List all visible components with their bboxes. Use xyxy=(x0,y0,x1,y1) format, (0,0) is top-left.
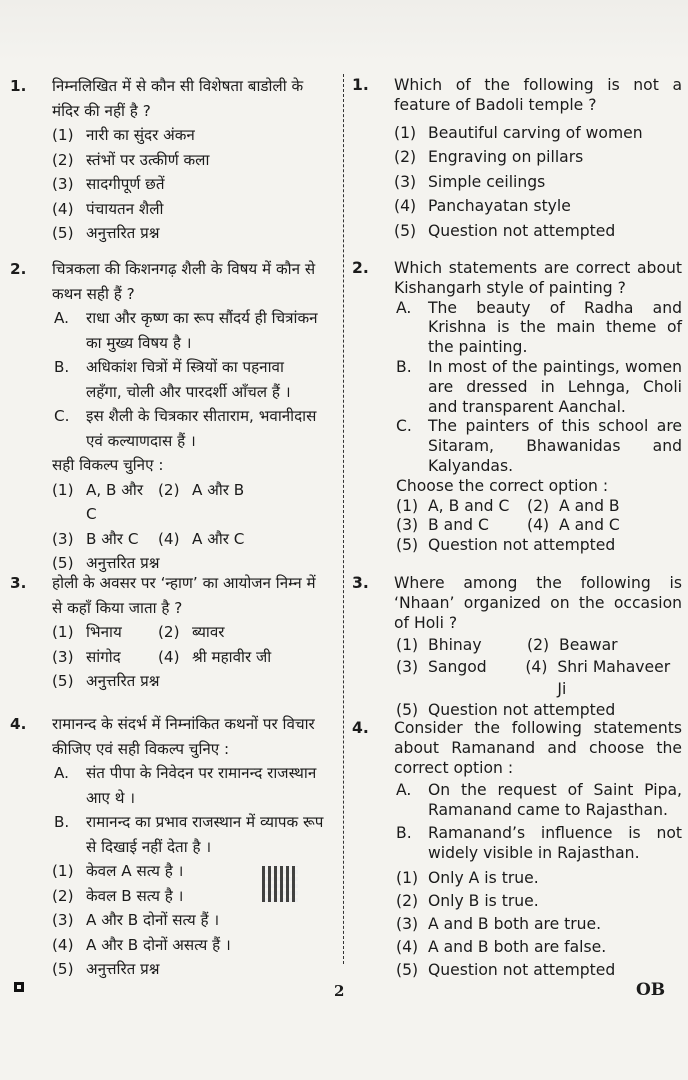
option-1[interactable]: (1) भिनाय xyxy=(52,623,122,641)
option-2[interactable]: (2) A और B xyxy=(158,480,245,499)
question-4-english xyxy=(352,719,682,983)
question-text: Which statements are correct about Kishangarh style of painting ? xyxy=(394,259,682,297)
option-3[interactable]: (3) Sangod xyxy=(396,657,487,676)
option-3[interactable]: (3) B and C xyxy=(396,516,489,535)
question-text: होली के अवसर पर ‘न्हाण’ का आयोजन निम्न में से कहाँ किया जाता है ? xyxy=(52,574,316,617)
option-3[interactable]: (3) B और C xyxy=(52,529,139,548)
option-5[interactable]: (5) Question not attempted xyxy=(396,961,616,980)
options-row-2 xyxy=(10,527,340,552)
option-2[interactable]: (2) A and B xyxy=(527,496,620,515)
option-3[interactable]: (3) सांगोद xyxy=(52,647,121,666)
option-1[interactable]: (1) केवल A सत्य है । xyxy=(52,862,184,880)
option-3[interactable]: (3) A and B both are true. xyxy=(396,914,602,933)
question-text: Consider the following statements about Ramanand and choose the correct option : xyxy=(394,719,682,777)
option-4[interactable]: (4) A और C xyxy=(158,529,245,548)
question-number: 2. xyxy=(10,260,27,278)
option-2[interactable]: (2) ब्यावर xyxy=(158,623,225,641)
question-number: 3. xyxy=(352,574,369,592)
option-3[interactable]: (3) A और B दोनों सत्य हैं । xyxy=(52,911,220,929)
question-text: Where among the following is ‘Nhaan’ organized on the occasion of Holi ? xyxy=(394,574,682,632)
question-number: 4. xyxy=(352,719,369,737)
option-3[interactable]: (3) सादगीपूर्ण छतें xyxy=(52,175,165,193)
question-4-hindi xyxy=(10,712,340,982)
options-row-2 xyxy=(352,516,682,536)
statement-c: C. इस शैली के चित्रकार सीताराम, भवानीदास एवं कल्याणदास हैं । xyxy=(54,407,317,450)
option-5[interactable]: (5) Question not attempted xyxy=(396,701,616,720)
option-4[interactable]: (4) A and B both are false. xyxy=(396,938,607,957)
option-4[interactable]: (4) श्री महावीर जी xyxy=(158,647,272,666)
option-1[interactable]: (1) Bhinay xyxy=(396,636,482,655)
choose-prompt: सही विकल्प चुनिए : xyxy=(52,456,164,474)
options-row-1 xyxy=(10,620,340,645)
question-number: 1. xyxy=(352,76,369,94)
option-5[interactable]: (5) अनुत्तरित प्रश्न xyxy=(52,224,160,242)
option-4[interactable]: (4) Shri Mahaveer Ji xyxy=(525,657,671,698)
option-1[interactable]: (1) Only A is true. xyxy=(396,868,539,887)
qr-code-icon xyxy=(262,866,298,902)
statement-a: A. On the request of Saint Pipa, Ramanand came to Rajasthan. xyxy=(396,781,682,820)
option-4[interactable]: (4) पंचायतन शैली xyxy=(52,199,164,218)
options-row-1 xyxy=(352,497,682,517)
option-1[interactable]: (1) Beautiful carving of women xyxy=(394,123,643,142)
question-1-hindi xyxy=(10,74,340,246)
choose-prompt: Choose the correct option : xyxy=(396,476,609,495)
question-text: निम्नलिखित में से कौन सी विशेषता बाडोली के मंदिर की नहीं है ? xyxy=(52,77,304,120)
question-number: 2. xyxy=(352,259,369,277)
question-number: 3. xyxy=(10,574,27,592)
statement-a: A. संत पीपा के निवेदन पर रामानन्द राजस्थान आए थे । xyxy=(54,764,317,807)
option-4[interactable]: (4) Panchayatan style xyxy=(394,197,571,216)
option-4[interactable]: (4) A and C xyxy=(527,516,620,535)
option-1[interactable]: (1) A, B and C xyxy=(396,496,510,515)
question-text: रामानन्द के संदर्भ में निम्नांकित कथनों पर विचार कीजिए एवं सही विकल्प चुनिए : xyxy=(52,715,315,758)
option-5[interactable]: (5) अनुत्तरित प्रश्न xyxy=(52,672,160,690)
option-2[interactable]: (2) Beawar xyxy=(527,636,618,655)
question-text: चित्रकला की किशनगढ़ शैली के विषय में कौन से कथन सही हैं ? xyxy=(52,260,316,303)
options-row-1 xyxy=(352,635,682,657)
statement-c: C. The painters of this school are Sitaram, Bhawanidas and Kalyandas. xyxy=(396,417,682,475)
registration-mark-icon xyxy=(14,982,24,992)
options-row-1 xyxy=(10,478,340,527)
question-number: 4. xyxy=(10,715,27,733)
question-2-english xyxy=(352,259,682,556)
question-1-english xyxy=(352,76,682,244)
option-5[interactable]: (5) अनुत्तरित प्रश्न xyxy=(52,554,160,572)
statement-b: B. रामानन्द का प्रभाव राजस्थान में व्यापक रूप से दिखाई नहीं देता है । xyxy=(54,813,324,856)
question-3-hindi xyxy=(10,571,340,694)
options-row-2 xyxy=(10,645,340,670)
option-2[interactable]: (2) Engraving on pillars xyxy=(394,148,584,167)
option-3[interactable]: (3) Simple ceilings xyxy=(394,172,546,191)
option-4[interactable]: (4) A और B दोनों असत्य हैं । xyxy=(52,935,231,954)
statement-b: B. Ramanand’s influence is not widely visible in Rajasthan. xyxy=(396,823,682,862)
top-margin xyxy=(0,0,688,62)
option-2[interactable]: (2) Only B is true. xyxy=(396,891,539,910)
statement-a: A. The beauty of Radha and Krishna is the main theme of the painting. xyxy=(396,298,682,357)
option-5[interactable]: (5) Question not attempted xyxy=(394,221,616,240)
booklet-code: OB xyxy=(636,980,666,1000)
question-number: 1. xyxy=(10,77,27,95)
option-1[interactable]: (1) A, B और C xyxy=(52,480,144,523)
options-row-2 xyxy=(352,657,682,700)
option-1[interactable]: (1) नारी का सुंदर अंकन xyxy=(52,126,195,144)
option-5[interactable]: (5) अनुत्तरित प्रश्न xyxy=(52,960,160,978)
option-5[interactable]: (5) Question not attempted xyxy=(396,536,616,555)
question-text: Which of the following is not a feature of Badoli temple ? xyxy=(394,76,682,114)
statement-b: B. अधिकांश चित्रों में स्त्रियों का पहनावा लहँगा, चोली और पारदर्शी आँचल हैं । xyxy=(54,358,291,401)
question-2-hindi xyxy=(10,257,340,576)
option-2[interactable]: (2) केवल B सत्य है । xyxy=(52,886,184,905)
question-3-english xyxy=(352,574,682,722)
option-2[interactable]: (2) स्तंभों पर उत्कीर्ण कला xyxy=(52,150,210,169)
column-divider xyxy=(343,74,344,964)
page-number: 2 xyxy=(334,982,345,1000)
statement-b: B. In most of the paintings, women are dressed in Lehnga, Choli and transparent Aanchal. xyxy=(396,357,682,416)
statement-a: A. राधा और कृष्ण का रूप सौंदर्य ही चित्रांकन का मुख्य विषय है । xyxy=(54,309,318,352)
